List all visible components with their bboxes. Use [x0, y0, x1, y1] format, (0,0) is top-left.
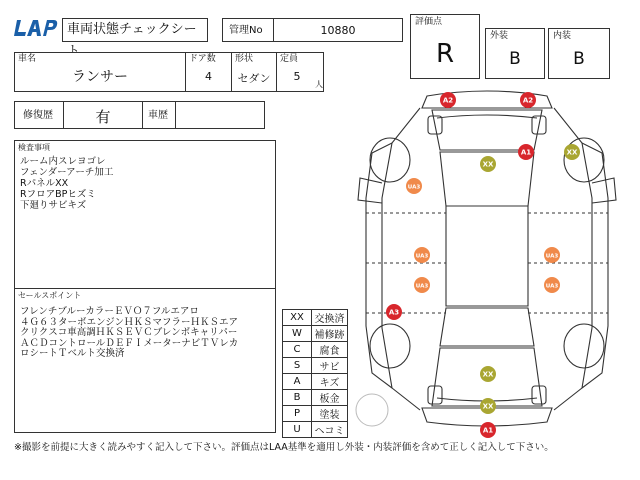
car-name-cell — [14, 52, 186, 92]
capacity-value: 5 — [293, 70, 301, 83]
damage-mark — [564, 144, 580, 160]
legend-name: 板金 — [312, 390, 348, 406]
damage-mark-label: A3 — [388, 308, 400, 317]
damage-mark-label: A2 — [522, 96, 534, 105]
repair-value: 有 — [95, 108, 111, 126]
damage-mark — [414, 247, 430, 263]
doors-value: 4 — [205, 70, 212, 83]
legend-row — [283, 390, 348, 406]
repair-value-cell — [63, 101, 143, 129]
damage-mark-label: UA3 — [545, 283, 559, 290]
legend-name: 補修跡 — [312, 326, 348, 342]
legend-code: B — [283, 390, 312, 406]
damage-mark — [544, 247, 560, 263]
vehicle-history-label: 車歴 — [148, 110, 168, 121]
doors-label: ドア数 — [189, 54, 216, 64]
damage-mark-label: UA3 — [407, 184, 421, 191]
gaisou-box — [485, 28, 545, 79]
legend-row — [283, 422, 348, 438]
sheet-title: 車両状態チェックシー — [62, 18, 208, 42]
legend-row — [283, 374, 348, 390]
car-name-label: 車名 — [18, 54, 37, 64]
legend-code: XX — [283, 310, 312, 326]
section-divider — [15, 288, 275, 289]
legend-code: P — [283, 406, 312, 422]
hyoka-box — [410, 14, 480, 79]
legend-table — [282, 309, 348, 438]
capacity-unit: 人 — [315, 80, 323, 89]
capacity-cell — [276, 52, 324, 92]
vehicle-history-label-cell — [142, 101, 176, 129]
damage-mark — [406, 178, 422, 194]
spare-tire-icon — [356, 394, 388, 426]
vehicle-history-value-cell — [175, 101, 265, 129]
footer-note: ※撮影を前提に大きく読みやすく記入して下さい。評価点はLAA基準を適用し外装・内装評価を含めて正しく記入して下さい。 — [14, 442, 554, 453]
legend-code: A — [283, 374, 312, 390]
shape-cell — [231, 52, 277, 92]
legend-code: W — [283, 326, 312, 342]
damage-mark — [480, 156, 496, 172]
legend-code: C — [283, 342, 312, 358]
sales-points-text: フレンチブルーカラーＥＶＯ７フルエアロ ４Ｇ６３ターボエンジンＨＫＳマフラーＨＫＳエア クリクスコ車高調ＨＫＳＥＶＣブレンボキャリパー ＡＣＤコントロールＤＥＦＩメーターナビＴＶレカ ロシートＴベルト交換済 — [20, 306, 239, 359]
legend-row — [283, 406, 348, 422]
car-diagram — [352, 88, 622, 438]
capacity-label: 定員 — [280, 54, 299, 64]
hyoka-value: R — [435, 39, 455, 69]
damage-mark — [520, 92, 536, 108]
legend-row — [283, 326, 348, 342]
kanri-value-cell — [273, 18, 403, 42]
damage-mark-label: XX — [482, 370, 494, 379]
car-name-value: ランサー — [72, 69, 128, 85]
repair-label-cell — [14, 101, 64, 129]
damage-mark-label: A1 — [482, 426, 494, 435]
gaisou-label: 外装 — [490, 31, 509, 41]
legend-name: 塗装 — [312, 406, 348, 422]
legend-name: サビ — [312, 358, 348, 374]
kanri-label-cell — [222, 18, 274, 42]
damage-mark-label: XX — [566, 148, 578, 157]
repair-label: 修復歴 — [23, 110, 53, 121]
legend-code: U — [283, 422, 312, 438]
damage-mark — [386, 304, 402, 320]
damage-mark-label: UA3 — [415, 253, 429, 260]
damage-marks — [386, 92, 580, 438]
legend-name: キズ — [312, 374, 348, 390]
damage-mark — [480, 366, 496, 382]
legend-name: 交換済 — [312, 310, 348, 326]
shape-label: 形状 — [235, 54, 254, 64]
legend-name: ヘコミ — [312, 422, 348, 438]
damage-mark — [480, 398, 496, 414]
damage-mark — [440, 92, 456, 108]
sales-points-label: セールスポイント — [18, 291, 82, 300]
hyoka-label: 評価点 — [415, 17, 443, 27]
kanri-value: 10880 — [320, 24, 356, 37]
damage-mark-label: UA3 — [415, 283, 429, 290]
damage-mark-label: XX — [482, 160, 494, 169]
naisou-box — [548, 28, 610, 79]
damage-mark — [414, 277, 430, 293]
damage-mark — [518, 144, 534, 160]
inspection-box — [14, 140, 276, 433]
damage-mark — [544, 277, 560, 293]
gaisou-value: B — [509, 49, 521, 69]
damage-mark-label: A2 — [442, 96, 454, 105]
doors-cell — [185, 52, 232, 92]
naisou-label: 内装 — [553, 31, 572, 41]
damage-mark — [480, 422, 496, 438]
inspection-label: 検査事項 — [18, 143, 50, 152]
damage-mark-label: A1 — [520, 148, 532, 157]
damage-mark-label: UA3 — [545, 253, 559, 260]
legend-row — [283, 358, 348, 374]
legend-code: S — [283, 358, 312, 374]
naisou-value: B — [573, 49, 585, 69]
legend-row — [283, 342, 348, 358]
legend-row — [283, 310, 348, 326]
shape-value: セダン — [237, 72, 271, 85]
laa-logo — [14, 17, 58, 39]
inspection-text: ルーム内スレヨゴレ フェンダーアーチ加工 RパネルXX RフロアBPヒズミ 下廻りサビキズ — [20, 156, 114, 211]
kanri-label: 管理No — [229, 25, 263, 36]
damage-mark-label: XX — [482, 402, 494, 411]
legend-name: 腐食 — [312, 342, 348, 358]
